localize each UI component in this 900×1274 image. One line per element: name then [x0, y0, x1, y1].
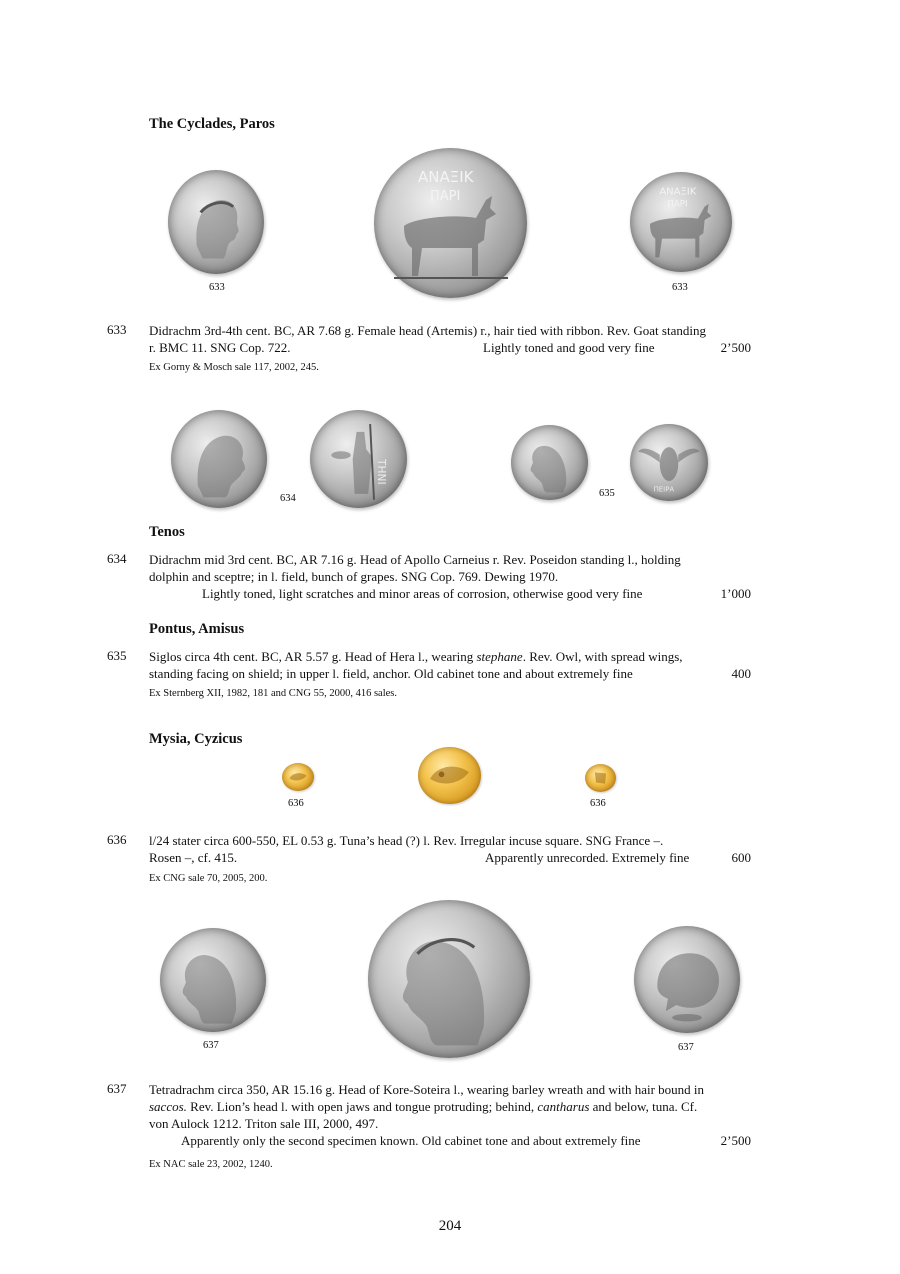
coin-caption: 633 [209, 282, 225, 293]
female-head-icon [168, 170, 264, 274]
coin-637-obverse-image [160, 928, 266, 1032]
lot-description-634 [149, 551, 751, 602]
description-line [149, 339, 751, 356]
grade-text: Apparently only the second specimen known. Old cabinet tone and about extremely fine [181, 1133, 641, 1148]
coin-legend-paros-1: ΑΝΑΞΙΚ [659, 186, 697, 198]
section-heading-paros: The Cyclades, Paros [149, 116, 275, 132]
coin-caption: 636 [590, 798, 606, 809]
coin-636-reverse-image [585, 764, 616, 792]
goat-icon [630, 172, 732, 272]
hera-head-icon [511, 425, 588, 500]
grade-text: Apparently unrecorded. Extremely fine [485, 850, 690, 865]
coin-legend-amisus: ΠΕΙΡΑ [653, 485, 675, 494]
coin-caption: 637 [678, 1042, 694, 1053]
section-heading-pontus: Pontus, Amisus [149, 621, 245, 637]
description-text: Rev. Lion’s head l. with open jaws and tongue protruding; behind, [186, 1099, 538, 1114]
provenance-text: Ex NAC sale 23, 2002, 1240. [149, 1159, 273, 1170]
coin-635-reverse-image [630, 424, 708, 501]
lot-description-637 [149, 1081, 751, 1149]
tuna-head-icon [418, 747, 481, 804]
section-heading-mysia: Mysia, Cyzicus [149, 731, 243, 747]
coin-legend-paros-2: ΠΑΡΙ [667, 199, 688, 210]
lot-number: 634 [107, 551, 127, 566]
coin-634-reverse-image [310, 410, 407, 508]
reference-text: Rosen –, cf. 415. [149, 850, 238, 865]
description-line: l/24 stater circa 600-550, EL 0.53 g. Tuna’s head (?) l. Rev. Irregular incuse square. SNG France –. [149, 833, 664, 848]
description-italic: saccos. [149, 1099, 187, 1114]
coin-633-obverse-image [168, 170, 264, 274]
coin-legend-tenos: ΤΗΝΙ [374, 459, 388, 485]
lot-number: 635 [107, 648, 127, 663]
coin-legend-paros-1: ΑΝΑΞΙΚ [418, 168, 474, 186]
description-line [149, 1132, 751, 1149]
coin-636-obverse-image [282, 763, 314, 791]
page-number: 204 [438, 1218, 462, 1234]
goat-icon [374, 148, 527, 298]
description-text: and below, tuna. Cf. [589, 1099, 698, 1114]
coin-633-reverse-enlarged-image [374, 148, 527, 298]
coin-637-reverse-image [634, 926, 740, 1033]
owl-icon [630, 424, 708, 501]
description-text: . Rev. Owl, with spread wings, [522, 649, 683, 664]
grade-text: Lightly toned and good very fine [483, 340, 655, 355]
apollo-head-icon [171, 410, 267, 508]
poseidon-icon [310, 410, 407, 508]
coin-635-obverse-image [511, 425, 588, 500]
coin-636-obverse-enlarged-image [418, 747, 481, 804]
coin-633-reverse-image [630, 172, 732, 272]
coin-caption: 636 [288, 798, 304, 809]
provenance-text: Ex Sternberg XII, 1982, 181 and CNG 55, 2000, 416 sales. [149, 688, 397, 699]
lion-head-icon [634, 926, 740, 1033]
description-line: von Aulock 1212. Triton sale III, 2000, 497. [149, 1116, 379, 1131]
coin-caption: 637 [203, 1040, 219, 1051]
description-italic: cantharus [537, 1099, 590, 1114]
description-text: Siglos circa 4th cent. BC, AR 5.57 g. Head of Hera l., wearing [149, 649, 477, 664]
tuna-head-icon [282, 763, 314, 791]
provenance-text: Ex CNG sale 70, 2005, 200. [149, 873, 268, 884]
grade-text: Lightly toned, light scratches and minor areas of corrosion, otherwise good very fine [202, 586, 643, 601]
grade-text: standing facing on shield; in upper l. field, anchor. Old cabinet tone and about extremely fine [149, 666, 633, 681]
price-text: 2’500 [720, 1133, 751, 1148]
incuse-square-icon [585, 764, 616, 792]
coin-caption: 633 [672, 282, 688, 293]
price-text: 400 [731, 666, 751, 681]
description-line [149, 648, 751, 665]
price-text: 600 [731, 850, 751, 865]
kore-head-icon [368, 900, 530, 1058]
coin-legend-paros-2: ΠΑΡΙ [430, 189, 461, 204]
price-text: 1’000 [720, 586, 751, 601]
description-italic: stephane [476, 649, 523, 664]
description-line [149, 849, 751, 866]
description-line: dolphin and sceptre; in l. field, bunch of grapes. SNG Cop. 769. Dewing 1970. [149, 569, 559, 584]
reference-text: r. BMC 11. SNG Cop. 722. [149, 340, 291, 355]
description-line [149, 1098, 751, 1115]
description-line: Didrachm mid 3rd cent. BC, AR 7.16 g. Head of Apollo Carneius r. Rev. Poseidon standing l., holding [149, 552, 681, 567]
provenance-text: Ex Gorny & Mosch sale 117, 2002, 245. [149, 362, 319, 373]
description-line [149, 585, 751, 602]
lot-description-635 [149, 648, 751, 682]
coin-caption: 635 [599, 488, 615, 499]
lot-number: 636 [107, 832, 127, 847]
section-heading-tenos: Tenos [149, 524, 185, 540]
lot-number: 637 [107, 1081, 127, 1096]
lot-number: 633 [107, 322, 127, 337]
description-line: Tetradrachm circa 350, AR 15.16 g. Head of Kore-Soteira l., wearing barley wreath and with hair bound in [149, 1082, 705, 1097]
lot-description-636 [149, 832, 751, 866]
coin-caption: 634 [280, 493, 296, 504]
description-line: Didrachm 3rd-4th cent. BC, AR 7.68 g. Female head (Artemis) r., hair tied with ribbon. Rev. Goat standing [149, 323, 706, 338]
description-line [149, 665, 751, 682]
coin-634-obverse-image [171, 410, 267, 508]
price-text: 2’500 [720, 340, 751, 355]
coin-637-obverse-enlarged-image [368, 900, 530, 1058]
kore-head-icon [160, 928, 266, 1032]
lot-description-633 [149, 322, 751, 356]
